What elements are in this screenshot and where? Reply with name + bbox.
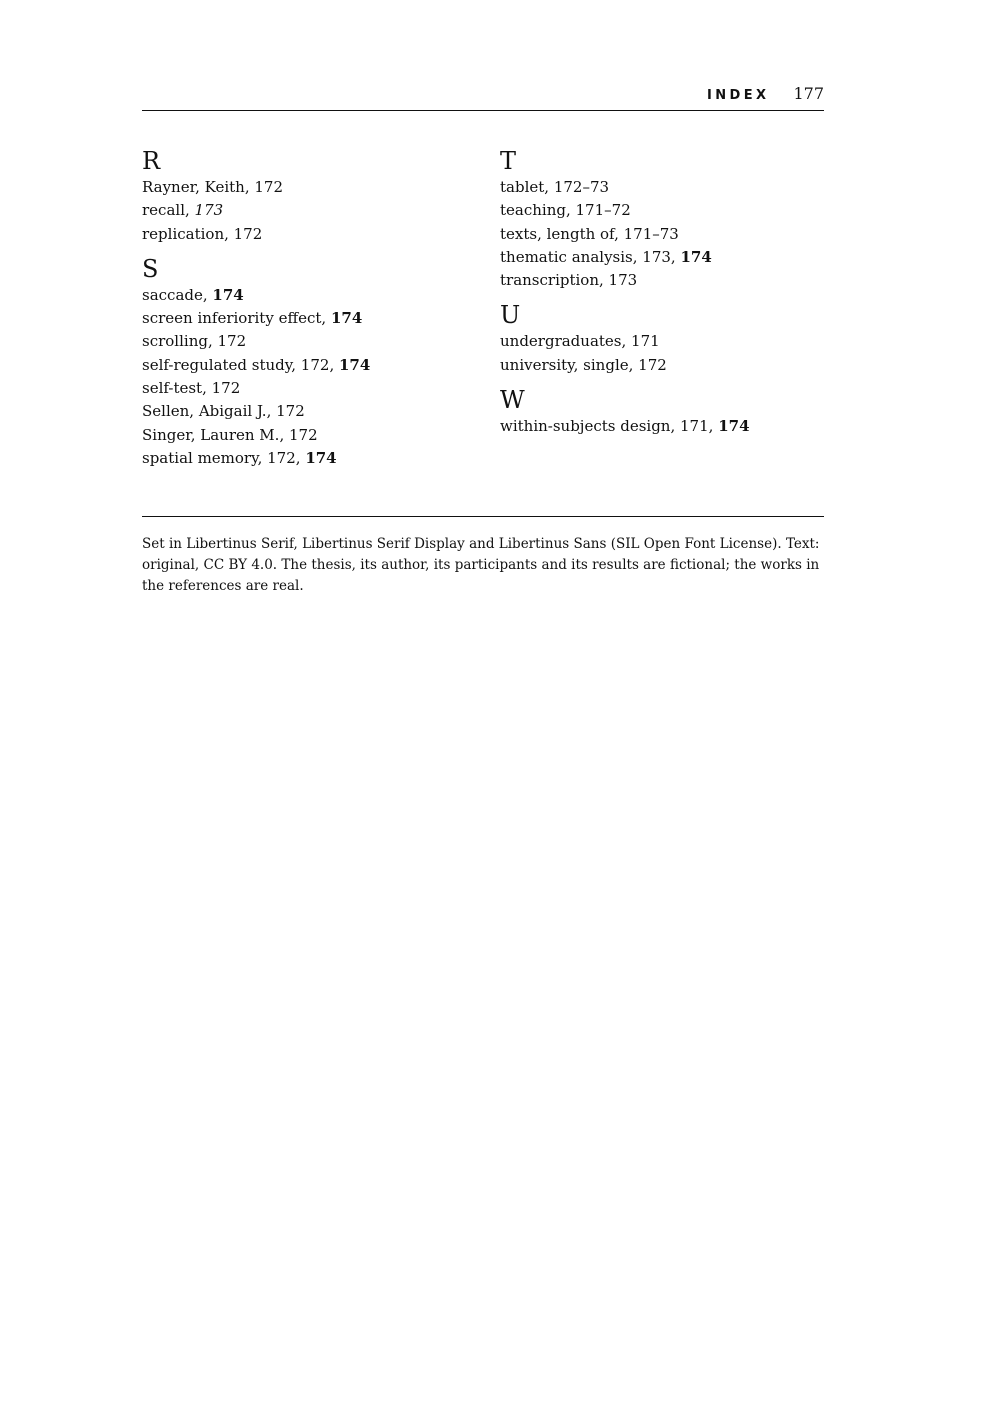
index-page-ref: 172 [276,402,305,421]
index-page-ref: 174 [212,285,244,304]
index-page-ref: 174 [338,355,371,374]
index-entry [142,284,500,307]
index-page-ref: 173 [642,247,671,266]
index-page-ref: 173 [608,271,638,290]
index-page-ref: 172 [267,448,296,467]
index-term: within-subjects design, [500,417,681,436]
index-page-ref: 172 [288,425,318,444]
index-term: replication, [142,224,234,243]
index-entry [142,307,500,330]
index-term: thematic analysis, [500,247,643,266]
index-entry [500,246,824,269]
index-page-ref: 171 [631,332,660,351]
colophon-rule [142,516,824,517]
index-page-ref: 174 [680,247,712,266]
colophon: Set in Libertinus Serif, Libertinus Serif Display and Libertinus Sans (SIL Open Font License). Text: original, CC BY 4.0. The thesis, its author, its participants and its results are fictional; the works in the references are real. [142,536,820,594]
index-term: undergraduates, [500,332,632,351]
index-term: self-regulated study, [142,355,301,374]
index-entry [142,199,500,222]
index-ref-separator: , [708,417,719,436]
index-letter-heading: U [500,301,521,330]
header-rule [142,110,824,111]
index-term: Singer, Lauren M., [142,425,289,444]
index-entry [500,199,824,222]
index-ref-separator: , [295,448,306,467]
index-page-ref: 172 [217,332,247,351]
index-page-ref: 172 [211,379,241,398]
index-ref-separator: , [329,355,339,374]
index-entry [500,415,824,438]
index-term: tablet, [500,178,554,196]
index-columns [142,146,824,470]
index-entry [500,330,824,353]
index-page-ref: 174 [305,448,337,467]
index-entry [500,223,824,246]
index-letter-heading: R [142,147,161,175]
index-column-right [500,146,824,470]
index-term: teaching, [500,201,576,220]
index-entry [500,176,824,199]
index-term: spatial memory, [142,448,268,467]
index-term: texts, length of, [500,224,624,243]
page-number: 177 [793,84,824,103]
running-head-section: INDEX [707,88,770,103]
index-page-ref: 174 [718,417,750,436]
index-term: saccade, [142,285,213,304]
index-page-ref: 171 [680,417,709,436]
index-column-left [142,146,500,470]
index-entry [142,447,500,470]
index-entry [142,354,500,377]
index-term: university, single, [500,355,639,374]
index-page-ref: 174 [330,309,363,328]
index-page-ref: 173 [194,201,224,220]
index-entry [142,176,500,199]
index-page-ref: 171–73 [623,224,679,243]
index-page-ref: 172 [254,178,283,196]
index-entry [142,330,500,353]
index-term: screen inferiority effect, [142,309,331,328]
index-letter-heading: T [500,147,517,175]
index-entry [142,424,500,447]
index-term: Sellen, Abigail J., [142,402,277,421]
index-entry [500,269,824,292]
index-page-ref: 172 [233,224,263,243]
index-entry [142,377,500,400]
index-term: transcription, [500,271,609,290]
index-letter-heading: W [500,386,525,415]
index-term: recall, [142,201,195,220]
index-term: self-test, [142,379,212,398]
index-page-ref: 172 [638,355,667,374]
index-term: Rayner, Keith, [142,178,255,196]
index-entry [142,400,500,423]
index-page-ref: 172–73 [553,178,610,196]
index-entry [500,354,824,377]
index-term: scrolling, [142,332,218,351]
running-head [707,84,824,106]
index-page-ref: 172 [300,355,330,374]
index-page-ref: 171–72 [575,201,631,220]
index-entry [142,223,500,246]
index-letter-heading: S [142,254,159,283]
index-ref-separator: , [670,247,681,266]
